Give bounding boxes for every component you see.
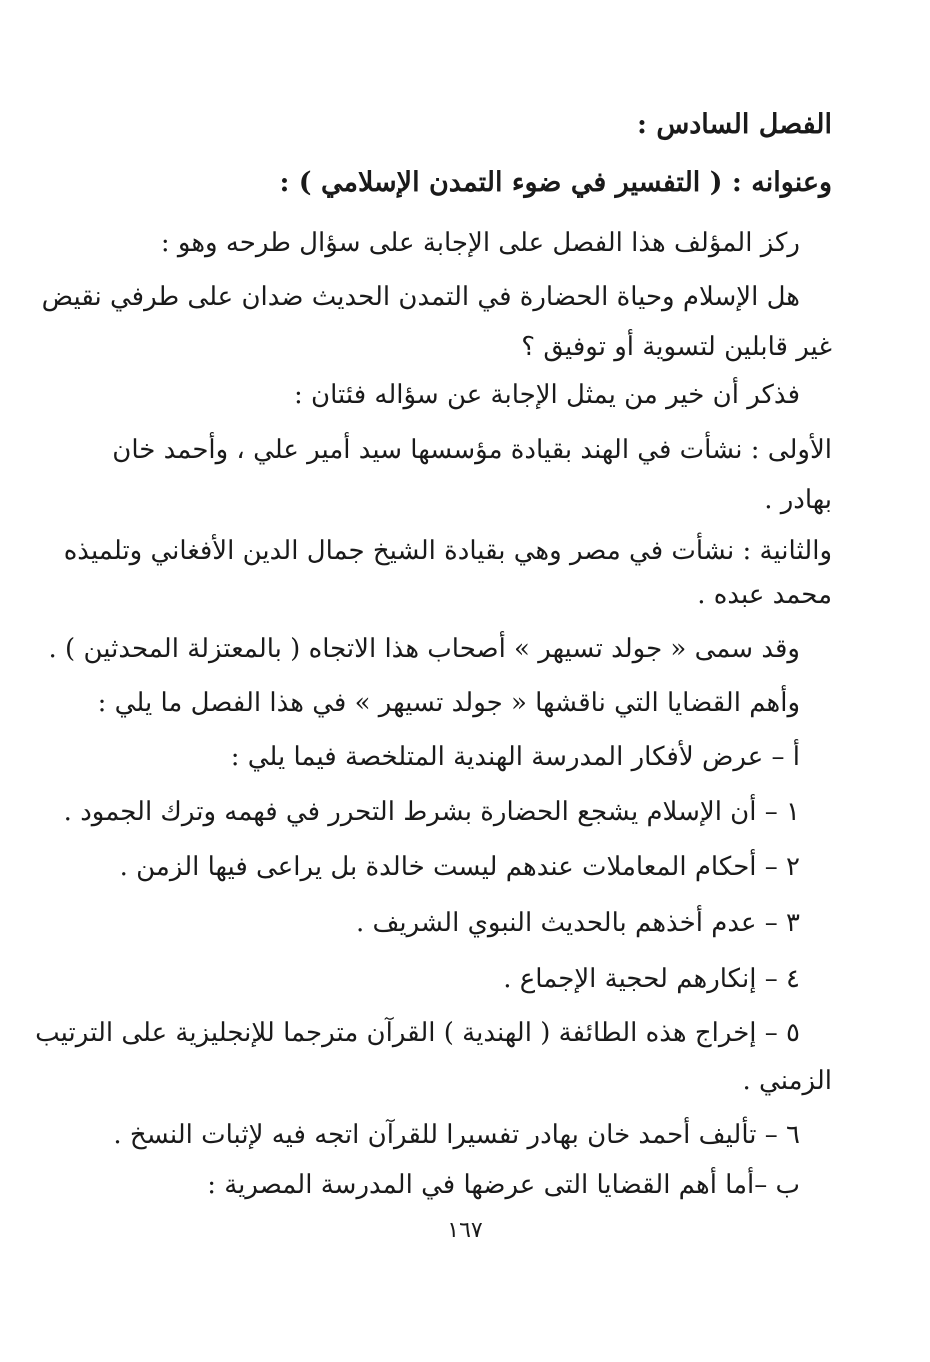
page-number: ١٦٧ <box>447 1218 483 1243</box>
chapter-title: وعنوانه : ( التفسير في ضوء التمدن الإسلامي ) : <box>279 167 832 198</box>
text-line: فذكر أن خير من يمثل الإجابة عن سؤاله فئتان : <box>293 380 800 410</box>
list-item: ٦ – تأليف أحمد خان بهادر تفسيرا للقرآن اتجه فيه لإثبات النسخ . <box>113 1120 800 1150</box>
text-line: بهادر . <box>764 485 832 515</box>
text-line: وقد سمى « جولد تسيهر » أصحاب هذا الاتجاه ( بالمعتزلة المحدثين ) . <box>48 634 800 664</box>
text-line: والثانية : نشأت في مصر وهي بقيادة الشيخ جمال الدين الأفغاني وتلميذه <box>63 536 832 566</box>
chapter-heading: الفصل السادس : <box>636 109 832 140</box>
text-line: الزمني . <box>742 1066 832 1096</box>
text-line: ركز المؤلف هذا الفصل على الإجابة على سؤال طرحه وهو : <box>160 228 800 258</box>
text-line: غير قابلين لتسوية أو توفيق ؟ <box>521 332 832 362</box>
list-item: ٣ – عدم أخذهم بالحديث النبوي الشريف . <box>355 908 800 938</box>
list-item: ٤ – إنكارهم لحجية الإجماع . <box>503 964 800 994</box>
text-line: وأهم القضايا التي ناقشها « جولد تسيهر » في هذا الفصل ما يلي : <box>97 688 800 718</box>
list-item: ١ – أن الإسلام يشجع الحضارة بشرط التحرر في فهمه وترك الجمود . <box>63 797 800 827</box>
text-line: هل الإسلام وحياة الحضارة في التمدن الحديث ضدان على طرفي نقيض <box>41 282 800 312</box>
list-item: ب –أما أهم القضايا التى عرضها في المدرسة المصرية : <box>207 1170 800 1200</box>
list-item: ٢ – أحكام المعاملات عندهم ليست خالدة بل يراعى فيها الزمن . <box>119 852 800 882</box>
text-line: محمد عبده . <box>697 580 832 610</box>
list-item: أ – عرض لأفكار المدرسة الهندية المتلخصة فيما يلي : <box>230 742 800 772</box>
text-line: الأولى : نشأت في الهند بقيادة مؤسسها سيد أمير علي ، وأحمد خان <box>112 435 832 465</box>
list-item: ٥ – إخراج هذه الطائفة ( الهندية ) القرآن مترجما للإنجليزية على الترتيب <box>35 1018 800 1048</box>
